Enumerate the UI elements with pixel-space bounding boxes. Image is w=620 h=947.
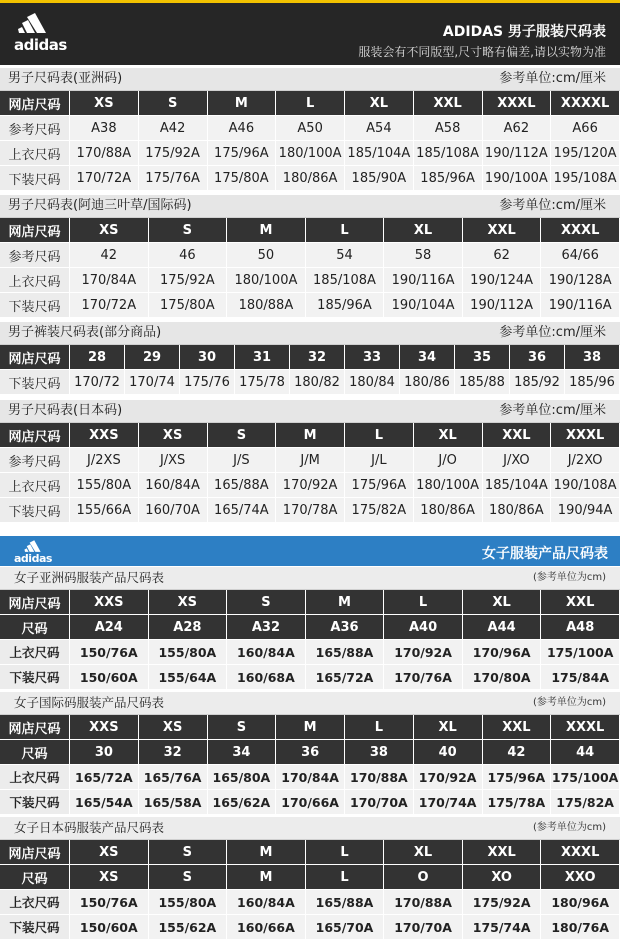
table-cell: J/XO <box>483 448 552 473</box>
size-table <box>0 91 620 191</box>
table-cell: 165/54A <box>70 790 139 815</box>
table-cell: 185/108A <box>306 268 385 293</box>
adidas-logo <box>14 9 66 57</box>
table-cell: 195/120A <box>551 141 620 166</box>
table-cell: 62 <box>463 243 542 268</box>
table-cell: A42 <box>139 116 208 141</box>
table-cell: 185/88 <box>455 370 510 395</box>
row-label: 下装尺码 <box>0 293 70 318</box>
table-cell: S <box>149 218 228 243</box>
table-cell: 54 <box>306 243 385 268</box>
table-cell: 170/78A <box>276 498 345 523</box>
row-label: 网店尺码 <box>0 840 70 865</box>
table-cell: 155/62A <box>149 915 228 940</box>
table-cell: A40 <box>384 615 463 640</box>
table-cell: XS <box>149 590 228 615</box>
table-cell: 170/80A <box>463 665 542 690</box>
table-cell: 170/74A <box>414 790 483 815</box>
table-cell: XXS <box>70 715 139 740</box>
table-cell: 175/78A <box>483 790 552 815</box>
table-cell: XXL <box>483 423 552 448</box>
table-cell: 170/84A <box>70 268 149 293</box>
table-cell: 50 <box>227 243 306 268</box>
section-header <box>0 817 620 840</box>
table-cell: 165/80A <box>208 765 277 790</box>
men-chart-title: ADIDAS 男子服装尺码表 <box>442 24 606 40</box>
table-cell: 180/86A <box>276 166 345 191</box>
table-cell: XXO <box>541 865 620 890</box>
table-cell: 190/104A <box>384 293 463 318</box>
table-cell: XS <box>139 715 208 740</box>
table-cell: S <box>149 840 228 865</box>
table-cell: 185/96 <box>565 370 620 395</box>
size-table <box>0 218 620 318</box>
section-header <box>0 195 620 218</box>
adidas-logo-text: adidas <box>14 552 52 565</box>
table-cell: 175/100A <box>541 640 620 665</box>
table-cell: L <box>345 715 414 740</box>
table-cell: XL <box>414 423 483 448</box>
table-cell: A24 <box>70 615 149 640</box>
table-cell: 150/76A <box>70 640 149 665</box>
table-cell: XS <box>70 91 139 116</box>
table-cell: 40 <box>414 740 483 765</box>
table-cell: XXL <box>541 590 620 615</box>
table-cell: 180/82 <box>290 370 345 395</box>
table-cell: 180/100A <box>276 141 345 166</box>
table-cell: 175/80A <box>208 166 277 191</box>
row-label: 网店尺码 <box>0 345 70 370</box>
table-cell: 180/96A <box>541 890 620 915</box>
table-cell: 180/100A <box>227 268 306 293</box>
table-cell: 170/88A <box>345 765 414 790</box>
table-cell: XXXL <box>483 91 552 116</box>
section-unit-note: 参考单位:cm/厘米 <box>499 403 606 418</box>
size-table <box>0 840 620 940</box>
section-title: 男子尺码表(亚洲码) <box>8 71 123 86</box>
table-cell: J/L <box>345 448 414 473</box>
table-cell: XXXL <box>551 423 620 448</box>
table-cell: 175/100A <box>551 765 620 790</box>
table-cell: 165/70A <box>306 915 385 940</box>
table-cell: M <box>208 91 277 116</box>
table-cell: 195/108A <box>551 166 620 191</box>
table-cell: A44 <box>463 615 542 640</box>
table-cell: A48 <box>541 615 620 640</box>
row-label: 上衣尺码 <box>0 890 70 915</box>
table-cell: 170/74 <box>125 370 180 395</box>
men-chart-subtitle: 服装会有不同版型,尺寸略有偏差,请以实物为准 <box>358 45 606 59</box>
table-cell: S <box>227 590 306 615</box>
table-cell: 160/70A <box>139 498 208 523</box>
table-cell: 175/96A <box>483 765 552 790</box>
section-title: 男子尺码表(日本码) <box>8 403 123 418</box>
table-cell: 170/84A <box>276 765 345 790</box>
table-cell: 160/66A <box>227 915 306 940</box>
table-cell: M <box>276 715 345 740</box>
table-cell: XS <box>70 840 149 865</box>
table-cell: 31 <box>235 345 290 370</box>
table-cell: 175/96A <box>345 473 414 498</box>
section-unit-note: 参考单位:cm/厘米 <box>499 325 606 340</box>
table-cell: 175/76A <box>139 166 208 191</box>
table-cell: 38 <box>345 740 414 765</box>
section-title: 男子尺码表(阿迪三叶草/国际码) <box>8 198 192 213</box>
table-cell: 165/72A <box>70 765 139 790</box>
table-cell: 36 <box>276 740 345 765</box>
table-cell: J/XS <box>139 448 208 473</box>
row-label: 上衣尺码 <box>0 473 70 498</box>
men-header-banner <box>0 3 620 65</box>
table-cell: 35 <box>455 345 510 370</box>
table-cell: XL <box>384 840 463 865</box>
table-cell: 44 <box>551 740 620 765</box>
table-cell: 185/96A <box>414 166 483 191</box>
section-header <box>0 322 620 345</box>
table-cell: 28 <box>70 345 125 370</box>
section-title: 男子裤装尺码表(部分商品) <box>8 325 162 340</box>
row-label: 尺码 <box>0 740 70 765</box>
row-label: 上衣尺码 <box>0 141 70 166</box>
table-cell: XXL <box>483 715 552 740</box>
table-cell: M <box>227 840 306 865</box>
table-cell: 165/62A <box>208 790 277 815</box>
table-cell: 175/92A <box>149 268 228 293</box>
table-cell: 170/72A <box>70 166 139 191</box>
table-cell: 175/92A <box>463 890 542 915</box>
table-cell: 170/76A <box>384 665 463 690</box>
table-cell: XS <box>70 218 149 243</box>
table-cell: A28 <box>149 615 228 640</box>
table-cell: 155/80A <box>149 890 228 915</box>
table-cell: XXXXL <box>551 91 620 116</box>
table-cell: 180/88A <box>227 293 306 318</box>
table-cell: XL <box>414 715 483 740</box>
table-cell: 190/112A <box>463 293 542 318</box>
row-label: 上衣尺码 <box>0 268 70 293</box>
table-cell: 185/92 <box>510 370 565 395</box>
table-cell: XXS <box>70 423 139 448</box>
row-label: 网店尺码 <box>0 590 70 615</box>
table-cell: XXXL <box>541 840 620 865</box>
table-cell: 170/92A <box>276 473 345 498</box>
section-unit-note: (参考单位为cm) <box>532 697 606 708</box>
table-cell: 160/68A <box>227 665 306 690</box>
row-label: 上衣尺码 <box>0 640 70 665</box>
table-cell: 185/104A <box>483 473 552 498</box>
table-cell: 32 <box>290 345 345 370</box>
row-label: 下装尺码 <box>0 665 70 690</box>
table-cell: 42 <box>483 740 552 765</box>
table-cell: 170/96A <box>463 640 542 665</box>
table-cell: 64/66 <box>541 243 620 268</box>
adidas-stripes-icon <box>18 538 54 553</box>
section-title: 女子亚洲码服装产品尺码表 <box>14 570 165 585</box>
table-cell: 190/94A <box>551 498 620 523</box>
table-cell: XL <box>345 91 414 116</box>
row-label: 网店尺码 <box>0 715 70 740</box>
table-cell: J/2XO <box>551 448 620 473</box>
table-cell: 175/82A <box>551 790 620 815</box>
row-label: 参考尺码 <box>0 448 70 473</box>
table-cell: M <box>227 865 306 890</box>
table-cell: 38 <box>565 345 620 370</box>
table-cell: XXL <box>414 91 483 116</box>
table-cell: 165/74A <box>208 498 277 523</box>
table-cell: 175/78 <box>235 370 290 395</box>
table-cell: 190/108A <box>551 473 620 498</box>
table-cell: 160/84A <box>227 890 306 915</box>
table-cell: 190/112A <box>483 141 552 166</box>
table-cell: XXXL <box>551 715 620 740</box>
table-cell: A54 <box>345 116 414 141</box>
section-title: 女子国际码服装产品尺码表 <box>14 695 165 710</box>
table-cell: 170/88A <box>384 890 463 915</box>
table-cell: A62 <box>483 116 552 141</box>
table-cell: J/M <box>276 448 345 473</box>
table-cell: L <box>306 865 385 890</box>
table-cell: XS <box>70 865 149 890</box>
table-cell: 32 <box>139 740 208 765</box>
table-cell: 34 <box>400 345 455 370</box>
table-cell: 155/66A <box>70 498 139 523</box>
table-cell: 175/74A <box>463 915 542 940</box>
row-label: 网店尺码 <box>0 423 70 448</box>
table-cell: 155/80A <box>149 640 228 665</box>
table-cell: XXS <box>70 590 149 615</box>
table-cell: 165/88A <box>306 640 385 665</box>
table-cell: S <box>208 715 277 740</box>
row-label: 网店尺码 <box>0 218 70 243</box>
table-cell: L <box>306 840 385 865</box>
table-cell: L <box>306 218 385 243</box>
table-cell: 155/80A <box>70 473 139 498</box>
table-cell: 180/100A <box>414 473 483 498</box>
table-cell: XXL <box>463 840 542 865</box>
table-cell: 185/108A <box>414 141 483 166</box>
table-cell: XXL <box>463 218 542 243</box>
table-cell: J/O <box>414 448 483 473</box>
table-cell: 170/72A <box>70 293 149 318</box>
section-unit-note: 参考单位:cm/厘米 <box>499 198 606 213</box>
table-cell: A50 <box>276 116 345 141</box>
table-cell: 170/88A <box>70 141 139 166</box>
table-cell: 175/82A <box>345 498 414 523</box>
section-header <box>0 400 620 423</box>
table-cell: 190/100A <box>483 166 552 191</box>
table-cell: A58 <box>414 116 483 141</box>
women-chart-title: 女子服装产品尺码表 <box>482 546 608 562</box>
table-cell: 165/72A <box>306 665 385 690</box>
table-cell: 190/128A <box>541 268 620 293</box>
table-cell: 190/116A <box>384 268 463 293</box>
row-label: 下装尺码 <box>0 790 70 815</box>
row-label: 参考尺码 <box>0 116 70 141</box>
table-cell: 160/84A <box>139 473 208 498</box>
table-cell: 180/84 <box>345 370 400 395</box>
table-cell: A32 <box>227 615 306 640</box>
table-cell: 175/76 <box>180 370 235 395</box>
row-label: 尺码 <box>0 865 70 890</box>
table-cell: 155/64A <box>149 665 228 690</box>
table-cell: 185/96A <box>306 293 385 318</box>
table-cell: 165/88A <box>208 473 277 498</box>
table-cell: 185/104A <box>345 141 414 166</box>
size-table <box>0 345 620 395</box>
men-size-section <box>0 195 620 318</box>
table-cell: XO <box>463 865 542 890</box>
table-cell: 33 <box>345 345 400 370</box>
table-cell: 58 <box>384 243 463 268</box>
table-cell: 150/60A <box>70 915 149 940</box>
section-unit-note: 参考单位:cm/厘米 <box>499 71 606 86</box>
table-cell: 180/86A <box>414 498 483 523</box>
table-cell: 29 <box>125 345 180 370</box>
table-cell: XL <box>463 590 542 615</box>
table-cell: A36 <box>306 615 385 640</box>
row-label: 尺码 <box>0 615 70 640</box>
table-cell: XS <box>139 423 208 448</box>
adidas-logo <box>14 538 58 564</box>
table-cell: 170/66A <box>276 790 345 815</box>
table-cell: 170/70A <box>384 915 463 940</box>
section-header <box>0 567 620 590</box>
table-cell: S <box>208 423 277 448</box>
size-table <box>0 590 620 690</box>
men-size-section <box>0 68 620 191</box>
table-cell: O <box>384 865 463 890</box>
table-cell: 46 <box>149 243 228 268</box>
women-header-banner <box>0 536 620 566</box>
table-cell: A46 <box>208 116 277 141</box>
women-size-section <box>0 567 620 690</box>
adidas-logo-text: adidas <box>14 36 67 54</box>
row-label: 上衣尺码 <box>0 765 70 790</box>
table-cell: L <box>345 423 414 448</box>
table-cell: 165/88A <box>306 890 385 915</box>
women-size-section <box>0 817 620 940</box>
table-cell: J/2XS <box>70 448 139 473</box>
table-cell: M <box>276 423 345 448</box>
table-cell: 30 <box>70 740 139 765</box>
table-cell: 175/80A <box>149 293 228 318</box>
men-size-section <box>0 400 620 523</box>
table-cell: 185/90A <box>345 166 414 191</box>
table-cell: XL <box>384 218 463 243</box>
section-unit-note: (参考单位为cm) <box>532 572 606 583</box>
row-label: 参考尺码 <box>0 243 70 268</box>
table-cell: 180/86 <box>400 370 455 395</box>
table-cell: S <box>149 865 228 890</box>
table-cell: 170/70A <box>345 790 414 815</box>
table-cell: 170/92A <box>384 640 463 665</box>
table-cell: 165/76A <box>139 765 208 790</box>
row-label: 下装尺码 <box>0 166 70 191</box>
table-cell: 175/92A <box>139 141 208 166</box>
women-size-section <box>0 692 620 815</box>
table-cell: 175/96A <box>208 141 277 166</box>
size-table <box>0 715 620 815</box>
table-cell: J/S <box>208 448 277 473</box>
table-cell: M <box>306 590 385 615</box>
table-cell: 150/60A <box>70 665 149 690</box>
table-cell: 175/84A <box>541 665 620 690</box>
section-title: 女子日本码服装产品尺码表 <box>14 820 165 835</box>
row-label: 下装尺码 <box>0 370 70 395</box>
table-cell: 190/124A <box>463 268 542 293</box>
section-header <box>0 68 620 91</box>
table-cell: 180/86A <box>483 498 552 523</box>
table-cell: 165/58A <box>139 790 208 815</box>
table-cell: S <box>139 91 208 116</box>
table-cell: 42 <box>70 243 149 268</box>
row-label: 下装尺码 <box>0 915 70 940</box>
adidas-stripes-icon <box>16 9 60 35</box>
table-cell: 36 <box>510 345 565 370</box>
section-header <box>0 692 620 715</box>
table-cell: 180/76A <box>541 915 620 940</box>
table-cell: 30 <box>180 345 235 370</box>
table-cell: L <box>384 590 463 615</box>
row-label: 下装尺码 <box>0 498 70 523</box>
section-unit-note: (参考单位为cm) <box>532 822 606 833</box>
table-cell: A66 <box>551 116 620 141</box>
table-cell: 34 <box>208 740 277 765</box>
table-cell: L <box>276 91 345 116</box>
table-cell: A38 <box>70 116 139 141</box>
men-size-section <box>0 322 620 395</box>
table-cell: M <box>227 218 306 243</box>
table-cell: 150/76A <box>70 890 149 915</box>
table-cell: 190/116A <box>541 293 620 318</box>
size-table <box>0 423 620 523</box>
table-cell: XXXL <box>541 218 620 243</box>
row-label: 网店尺码 <box>0 91 70 116</box>
table-cell: 160/84A <box>227 640 306 665</box>
table-cell: 170/92A <box>414 765 483 790</box>
table-cell: 170/72 <box>70 370 125 395</box>
